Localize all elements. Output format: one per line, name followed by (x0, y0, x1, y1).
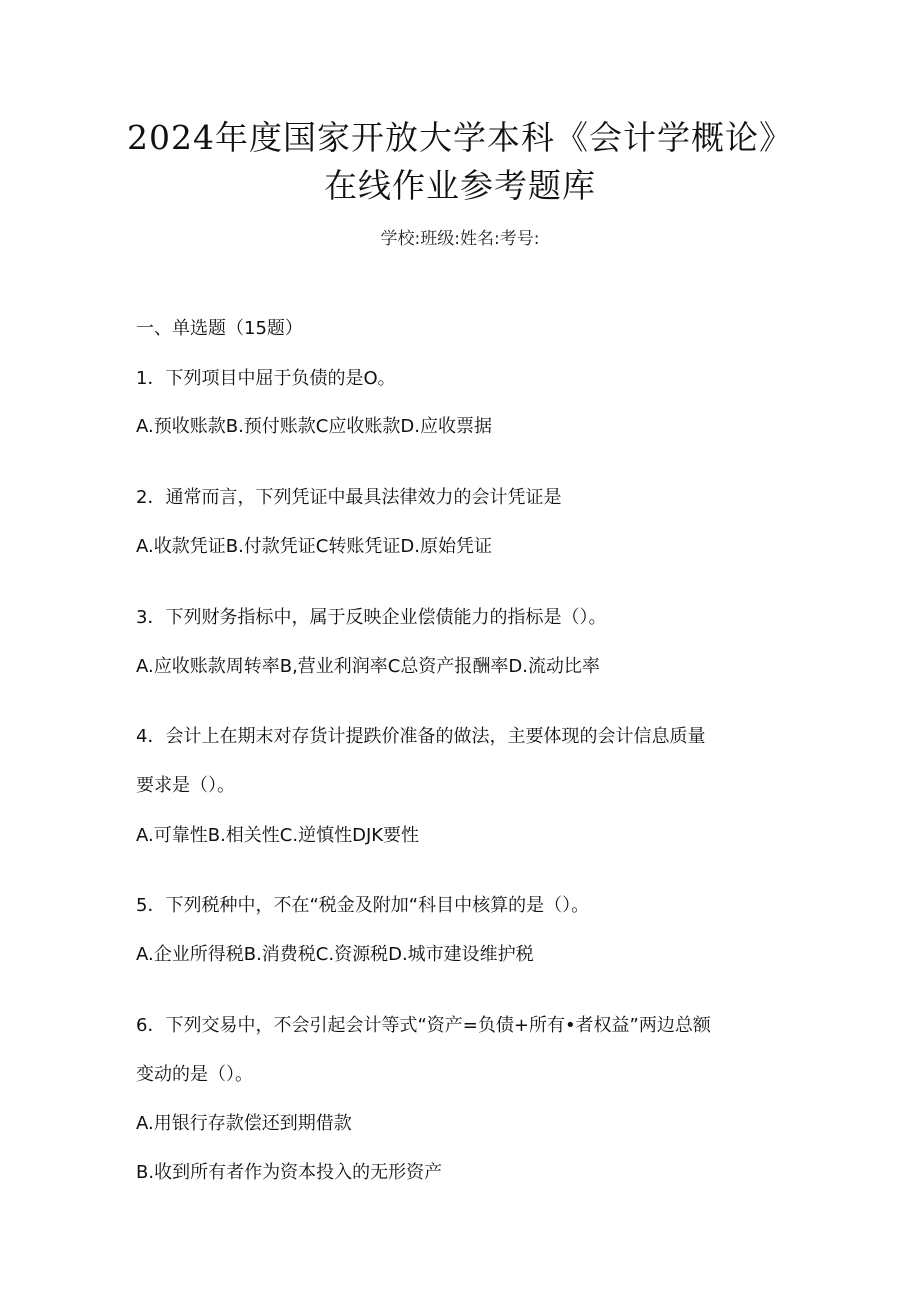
question-2: 2．通常而言，下列凭证中最具法律效力的会计凭证是 (136, 487, 562, 508)
question-6-option-b: B.收到所有者作为资本投入的无形资产 (136, 1162, 443, 1183)
question-3: 3．下列财务指标中，属于反映企业偿债能力的指标是（）。 (136, 607, 607, 628)
question-6-option-a: A.用银行存款偿还到期借款 (136, 1113, 352, 1134)
question-1: 1．下列项目中屈于负债的是O。 (136, 368, 396, 389)
question-1-options: A.预收账款B.预付账款C应收账款D.应收票据 (136, 416, 492, 437)
question-5-options: A.企业所得税B.消费税C.资源税D.城市建设维护税 (136, 944, 534, 965)
question-6: 6．下列交易中，不会引起会计等式“资产=负债+所有•者权益”两边总额 (136, 1015, 711, 1036)
question-5: 5．下列税种中，不在“税金及附加“科目中核算的是（）。 (136, 895, 590, 916)
question-4-options: A.可靠性B.相关性C.逆慎性DJK要性 (136, 825, 420, 846)
question-4-continued: 要求是（）。 (136, 775, 235, 796)
question-2-options: A.收款凭证B.付款凭证C转账凭证D.原始凭证 (136, 536, 492, 557)
document-title-line2: 在线作业参考题库 (324, 166, 596, 205)
question-4: 4．会计上在期末对存货计提跌价准备的做法，主要体现的会计信息质量 (136, 726, 706, 747)
student-info-line: 学校:班级:姓名:考号: (380, 229, 540, 249)
document-title-line1: 2024年度国家开放大学本科《会计学概论》 (127, 118, 793, 157)
question-3-options: A.应收账款周转率B,营业利润率C总资产报酬率D.流动比率 (136, 656, 600, 677)
question-6-continued: 变动的是（）。 (136, 1064, 253, 1085)
section-heading: 一、单选题（15题） (136, 318, 303, 339)
